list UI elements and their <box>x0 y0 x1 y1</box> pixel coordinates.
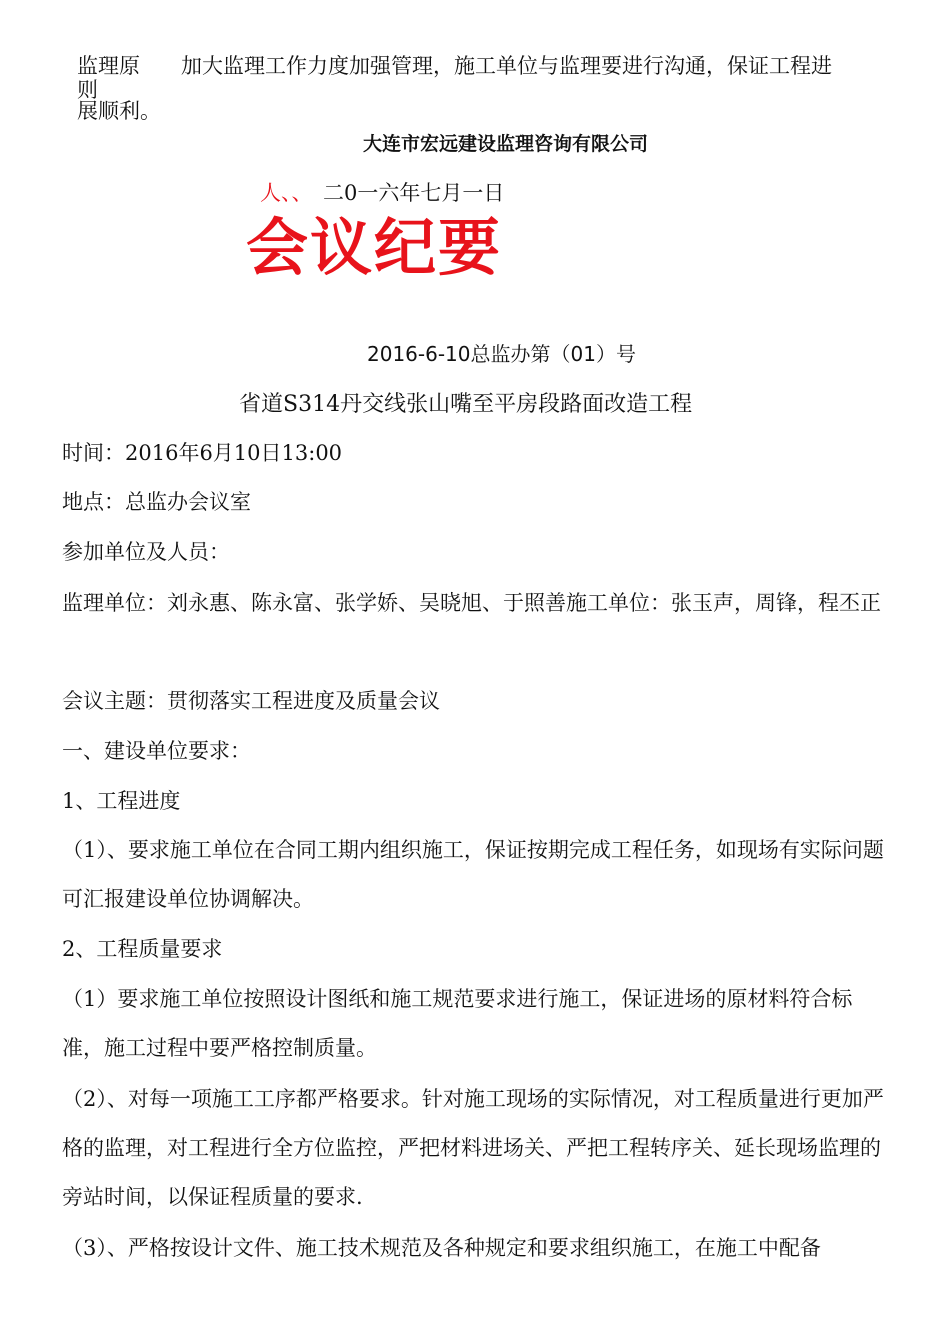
subsection-quality: 2、工程质量要求 <box>62 937 223 961</box>
document-number: 2016-6-10总监办第（01）号 <box>367 342 636 366</box>
header-label: 监理原则 <box>77 54 140 102</box>
document-date: 二0一六年七月一日 <box>323 181 505 205</box>
document-title: 会议纪要 <box>246 211 503 284</box>
header-line-2: 展顺利。 <box>77 99 161 123</box>
meeting-time: 时间：2016年6月10日13:00 <box>62 441 343 465</box>
paragraph-progress-1: （1）、要求施工单位在合同工期内组织施工，保证按期完成工程任务，如现场有实际问题可汇报建设单位协调解决。 <box>62 838 884 911</box>
paragraph-quality-2: （2）、对每一项施工工序都严格要求。针对施工现场的实际情况，对工程质量进行更加严格的监理，对工程进行全方位监控，严把材料进场关、严把工程转序关、延长现场监理的旁站时间，以保证程质量的要求. <box>62 1087 884 1209</box>
company-name: 大连市宏远建设监理咨询有限公司 <box>363 133 649 155</box>
project-name: 省道S314丹交线张山嘴至平房段路面改造工程 <box>239 392 693 417</box>
stamp-marks: 人、、 <box>260 181 313 205</box>
attendees-list: 监理单位：刘永惠、陈永富、张学娇、吴晓旭、于照善施工单位：张玉声，周锋，程丕正 <box>62 591 881 615</box>
section-heading-1: 一、建设单位要求： <box>62 739 251 763</box>
subsection-progress: 1、工程进度 <box>62 789 181 813</box>
attendees-heading: 参加单位及人员： <box>62 540 230 564</box>
paragraph-quality-1: （1）要求施工单位按照设计图纸和施工规范要求进行施工，保证进场的原材料符合标准，施工过程中要严格控制质量。 <box>62 987 853 1060</box>
meeting-location: 地点：总监办会议室 <box>62 490 251 514</box>
paragraph-quality-3: （3）、严格按设计文件、施工技术规范及各种规定和要求组织施工，在施工中配备 <box>62 1236 821 1260</box>
meeting-topic: 会议主题：贯彻落实工程进度及质量会议 <box>62 689 440 713</box>
header-line-1: 加大监理工作力度加强管理，施工单位与监理要进行沟通，保证工程进 <box>181 54 832 78</box>
